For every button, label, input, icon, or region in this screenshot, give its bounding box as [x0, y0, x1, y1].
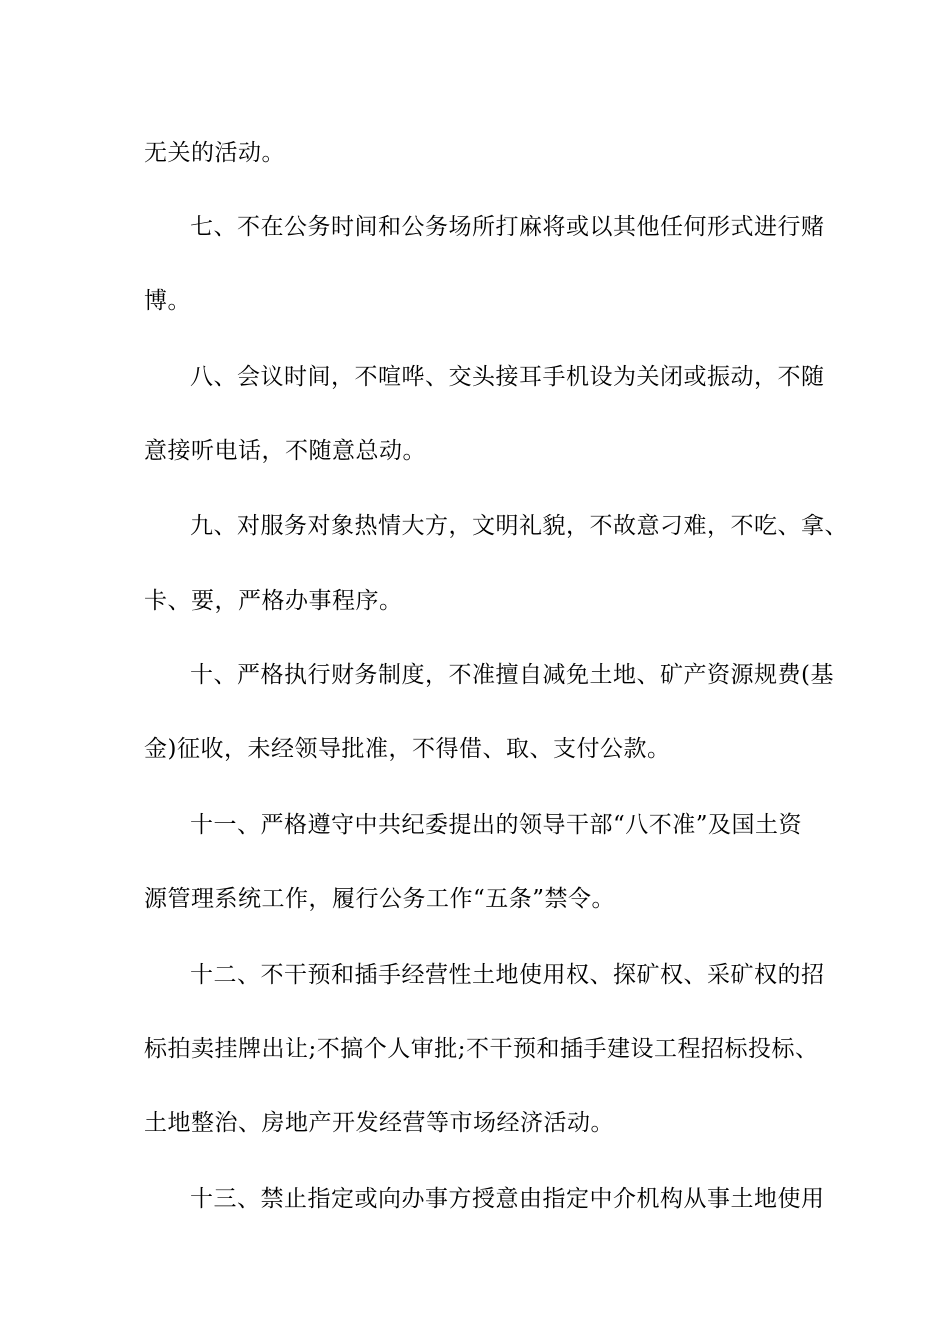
text-line: 十一、严格遵守中共纪委提出的领导干部“八不准”及国土资 — [190, 812, 803, 838]
text-line: 九、对服务对象热情大方，文明礼貌，不故意刁难，不吃、拿、 — [190, 513, 848, 539]
text-line: 博。 — [144, 288, 191, 314]
text-line: 金)征收，未经领导批准，不得借、取、支付公款。 — [144, 736, 671, 762]
text-line: 土地整治、房地产开发经营等市场经济活动。 — [144, 1110, 614, 1136]
text-line: 十、严格执行财务制度，不准擅自减免土地、矿产资源规费(基 — [190, 662, 834, 688]
text-line: 卡、要，严格办事程序。 — [144, 588, 403, 614]
text-line: 七、不在公务时间和公务场所打麻将或以其他任何形式进行赌 — [190, 214, 825, 240]
text-line: 十三、禁止指定或向办事方授意由指定中介机构从事土地使用 — [190, 1186, 825, 1212]
text-line: 意接听电话，不随意总动。 — [144, 438, 426, 464]
text-line: 八、会议时间，不喧哗、交头接耳手机设为关闭或振动，不随 — [190, 364, 825, 390]
text-line: 无关的活动。 — [144, 140, 285, 166]
text-line: 十二、不干预和插手经营性土地使用权、探矿权、采矿权的招 — [190, 962, 825, 988]
text-line: 标拍卖挂牌出让;不搞个人审批;不干预和插手建设工程招标投标、 — [144, 1036, 819, 1062]
text-line: 源管理系统工作，履行公务工作“五条”禁令。 — [144, 886, 616, 912]
